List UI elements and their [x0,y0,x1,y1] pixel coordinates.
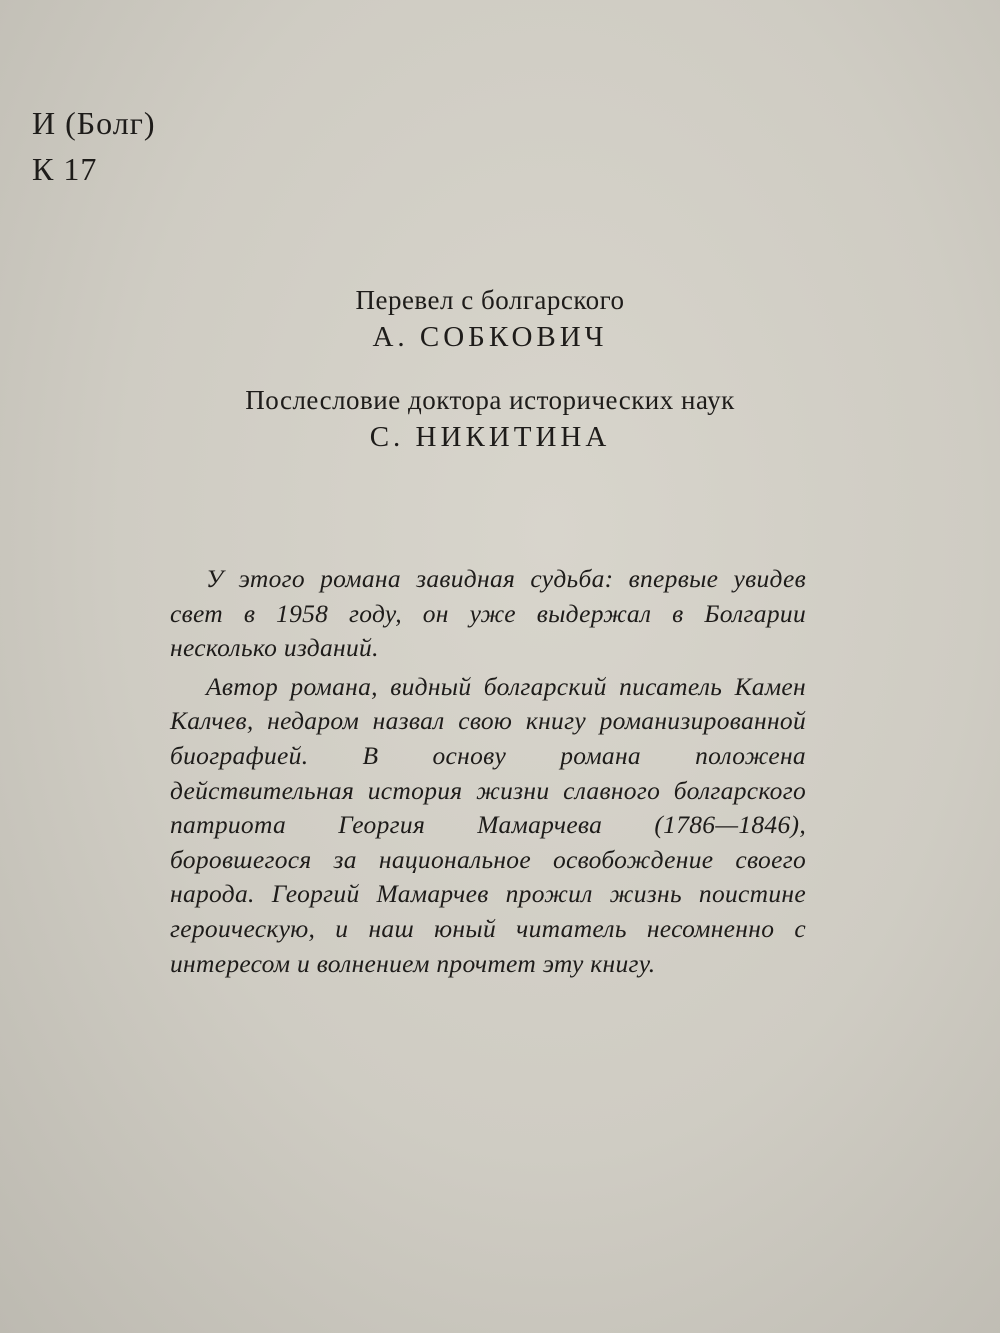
library-classification [32,100,155,192]
translator-role: Перевел с болгарского [355,285,625,315]
classification-index: И (Болг) [32,105,156,141]
afterword-credit [0,383,990,457]
afterword-role: Послесловие доктора исторических наук [245,385,735,415]
book-annotation [170,562,806,985]
author-mark: К 17 [32,151,98,187]
annotation-paragraph: Автор романа, видный болгарский писатель Камен Калчев, недаром назвал свою книгу романизированной биографией. В основу романа положена действительная история жизни славного болгарского патриота Георгия Мамарчева (1786—1846), боровшегося за национальное освобождение своего народа. Георгий Мамарчев прожил жизнь поистине героическую, и наш юный читатель несомненно с интересом и волнением прочтет эту книгу. [170,671,806,978]
annotation-paragraph: У этого романа завидная судьба: впервые увидев свет в 1958 году, он уже выдержал в Болгарии несколько изданий. [170,564,806,663]
translator-name: А. СОБКОВИЧ [372,321,608,353]
translator-credit [0,283,990,357]
afterword-author-name: С. НИКИТИНА [369,421,611,453]
